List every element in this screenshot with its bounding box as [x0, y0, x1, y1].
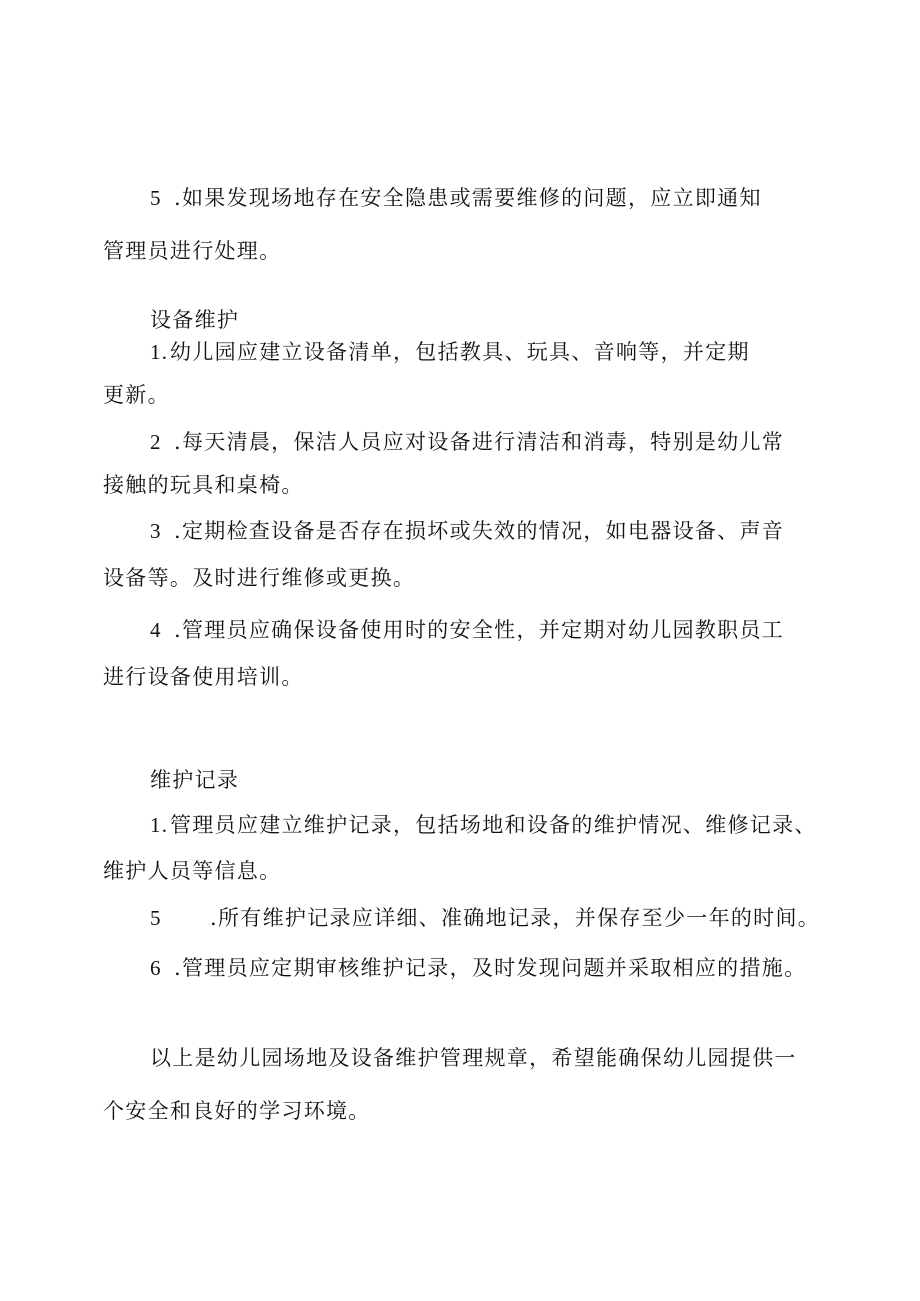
records-item-6-line-1 [150, 954, 806, 982]
item-text: .所有维护记录应详细、准确地记录，并保存至少一年的时间。 [210, 906, 821, 930]
item-text: 幼儿园应建立设备清单，包括教具、玩具、音响等，并定期 [170, 340, 750, 364]
item-number: 5 [150, 186, 162, 210]
conclusion-line-1: 以上是幼儿园场地及设备维护管理规章，希望能确保幼儿园提供一 [150, 1046, 797, 1070]
item-text: .定期检查设备是否存在损坏或失效的情况，如电器设备、声音 [174, 519, 785, 543]
equipment-item-1-line-1 [150, 338, 750, 366]
equipment-item-1-line-2: 更新。 [103, 383, 170, 407]
records-item-1-line-2: 维护人员等信息。 [103, 859, 282, 883]
item-text: .每天清晨，保洁人员应对设备进行清洁和消毒，特别是幼儿常 [174, 430, 785, 454]
equipment-item-3-line-2: 设备等。及时进行维修或更换。 [103, 566, 416, 590]
equipment-item-4-line-2: 进行设备使用培训。 [103, 665, 304, 689]
site-item-5-line-2: 管理员进行处理。 [103, 239, 282, 263]
equipment-item-3-line-1 [150, 517, 784, 545]
item-number: 1. [150, 340, 169, 364]
site-item-5-line-1 [150, 184, 762, 212]
item-number: 4 [150, 618, 162, 642]
item-number: 5 [150, 906, 162, 930]
item-text: .如果发现场地存在安全隐患或需要维修的问题，应立即通知 [174, 186, 762, 210]
equipment-item-4-line-1 [150, 616, 784, 644]
item-number: 2 [150, 430, 162, 454]
item-text: .管理员应确保设备使用时的安全性，并定期对幼儿园教职员工 [174, 618, 785, 642]
records-item-1-line-1 [150, 811, 817, 839]
equipment-item-2-line-1 [150, 428, 784, 456]
item-number: 3 [150, 519, 162, 543]
item-text: .管理员应定期审核维护记录，及时发现问题并采取相应的措施。 [174, 956, 807, 980]
conclusion-line-2: 个安全和良好的学习环境。 [103, 1099, 371, 1123]
records-heading: 维护记录 [150, 768, 240, 792]
equipment-item-2-line-2: 接触的玩具和桌椅。 [103, 473, 304, 497]
item-number: 6 [150, 956, 162, 980]
item-text: 管理员应建立维护记录，包括场地和设备的维护情况、维修记录、 [170, 813, 817, 837]
item-number: 1. [150, 813, 169, 837]
equipment-heading: 设备维护 [150, 308, 240, 332]
records-item-5-line-1 [150, 904, 820, 932]
